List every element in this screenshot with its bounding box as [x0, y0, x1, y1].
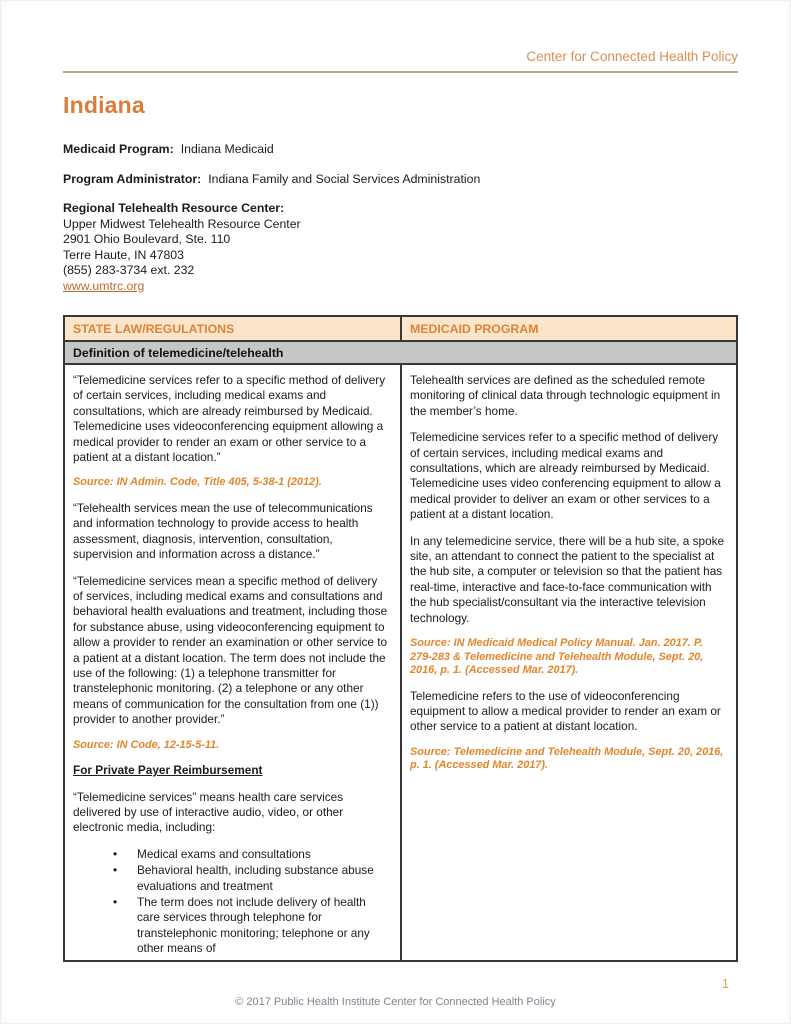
medicaid-paragraph-1: Telehealth services are defined as the scheduled remote monitoring of clinical data through technologic equipment in the member’s home. — [410, 373, 721, 418]
header-rule — [63, 71, 738, 73]
program-administrator-label: Program Administrator: — [63, 171, 202, 186]
bullet-item: • Behavioral health, including substance abuse evaluations and treatment — [107, 863, 390, 894]
info-block — [63, 142, 738, 294]
bullet-item: • The term does not include delivery of health care services through telephone for transtelephonic monitoring; telephone or any other means of — [107, 895, 390, 957]
brand-header: Center for Connected Health Policy — [526, 49, 738, 64]
state-law-paragraph-4: “Telemedicine services” means health care services delivered by use of interactive audio, video, or other electronic media, including: — [73, 789, 344, 835]
medicaid-program-value: Indiana Medicaid — [180, 142, 274, 156]
state-law-paragraph-1: “Telemedicine services refer to a specific method of delivery of certain services, including medical exams and consultations, which are already reimbursed by Medicaid. Telemedicine uses videoconferencing equipment allowing a medical provider to render an exam or other service to a patient at a distant location.” — [73, 373, 386, 465]
state-law-source-1: Source: IN Admin. Code, Title 405, 5-38-1 (2012). — [73, 476, 322, 489]
state-law-paragraph-3: “Telemedicine services mean a specific method of delivery of services, including medical exams and consultations and behavioral health evaluations and treatment, including those for substance abuse, using videoconferencing equipment to allow a provider to render an examination or other service to a patient at a distant location. The term does not include the use of the following: (1) a telephone transmitter for transtelephonic monitoring. (2) a telephone or any other means of communication for the consultation from one (1)) provider to another provider.” — [73, 573, 388, 727]
umtrc-link[interactable]: www.umtrc.org — [63, 278, 145, 293]
state-law-paragraph-2: “Telehealth services mean the use of telecommunications and information technology to provide access to health assessment, diagnosis, intervention, consultation, supervision and information across a distance.” — [73, 500, 373, 562]
rtrc-block — [63, 201, 738, 294]
rtrc-address-city: Terre Haute, IN 47803 — [63, 247, 184, 262]
program-administrator-row — [63, 172, 738, 188]
state-law-source-2: Source: IN Code, 12-15-5-11. — [73, 738, 220, 751]
rtrc-phone: (855) 283-3734 ext. 232 — [63, 263, 195, 277]
page-title: Indiana — [63, 92, 145, 118]
medicaid-program-row — [63, 142, 738, 158]
copyright-text: © 2017 Public Health Institute Center for Connected Health Policy — [235, 996, 556, 1008]
page-number: 1 — [722, 977, 729, 991]
column-header-state-law: STATE LAW/REGULATIONS — [65, 317, 400, 342]
medicaid-source-2: Source: Telemedicine and Telehealth Module, Sept. 20, 2016, p. 1. (Accessed Mar. 2017). — [410, 745, 724, 772]
rtrc-label: Regional Telehealth Resource Center: — [63, 201, 285, 215]
bullet-item: • Medical exams and consultations — [107, 847, 390, 862]
medicaid-paragraph-2: Telemedicine services refer to a specific method of delivery of certain services, including medical exams and consultations, which are already reimbursed by Medicaid. Telemedicine uses video conferencing equipment to allow a medical provider to deliver an exam or other services to a patient at a distant location. — [410, 430, 721, 522]
state-law-cell — [65, 365, 400, 960]
column-header-medicaid-program: MEDICAID PROGRAM — [400, 317, 736, 342]
private-payer-bullet-list — [107, 847, 390, 957]
medicaid-source-1: Source: IN Medicaid Medical Policy Manual. Jan. 2017. P. 279-283 & Telemedicine and Telehealth Module, Sept. 20, 2016, p. 1. (Accessed Mar. 2017). — [410, 637, 704, 677]
private-payer-heading: For Private Payer Reimbursement — [73, 763, 263, 778]
medicaid-program-cell — [400, 365, 736, 960]
medicaid-paragraph-4: Telemedicine refers to the use of videoconferencing equipment to allow a medical provider to render an exam or other service to a patient at distant location. — [410, 688, 721, 734]
medicaid-paragraph-3: In any telemedicine service, there will be a hub site, a spoke site, an attendant to connect the patient to the specialist at the hub site, a computer or television so that the patient has real-time, interactive and face-to-face communication with the hub specialist/consultant via the interactive television technology. — [410, 533, 725, 625]
program-administrator-value: Indiana Family and Social Services Administration — [208, 171, 481, 186]
policy-comparison-table — [63, 315, 738, 962]
rtrc-org-name: Upper Midwest Telehealth Resource Center — [63, 216, 301, 231]
section-header-definition: Definition of telemedicine/telehealth — [65, 342, 736, 365]
rtrc-address-street: 2901 Ohio Boulevard, Ste. 110 — [63, 232, 231, 246]
medicaid-program-label: Medicaid Program: — [63, 142, 174, 156]
